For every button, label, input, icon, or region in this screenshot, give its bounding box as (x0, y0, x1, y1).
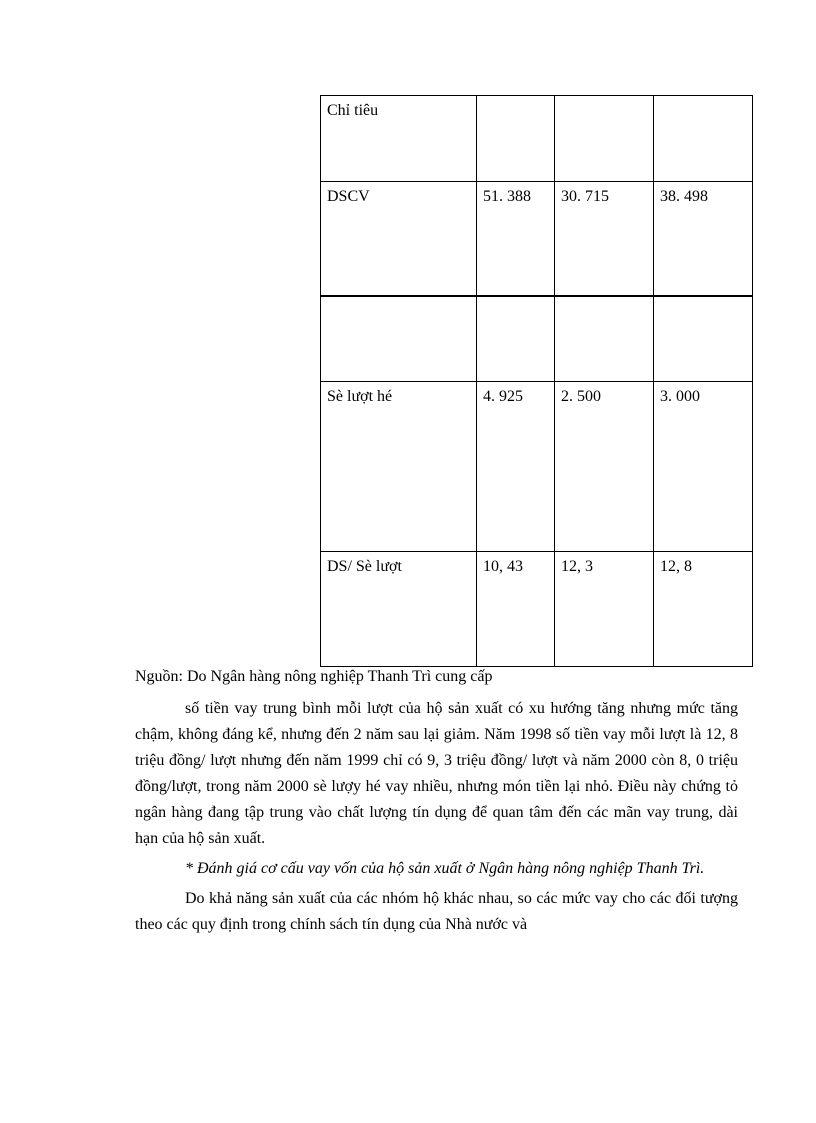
paragraph: số tiền vay trung bình mỗi lượt của hộ sản xuất có xu hướng tăng nhưng mức tăng chậm, không đáng kể, nhưng đến 2 năm sau lại giảm. Năm 1998 số tiền vay mỗi lượt là 12, 8 triệu đồng/ lượt nhưng đến năm 1999 chỉ có 9, 3 triệu đồng/ lượt và năm 2000 còn 8, 0 triệu đồng/lượt, trong năm 2000 sè lượy hé vay nhiều, nhưng món tiền lại nhỏ. Điều này chứng tỏ ngân hàng đang tập trung vào chất lượng tín dụng để quan tâm đến các mãn vay trung, dài hạn của hộ sản xuất. (135, 700, 738, 847)
row-label: DS/ Sè lượt (321, 552, 477, 667)
paragraph: Do khả năng sản xuất của các nhóm hộ khác nhau, so các mức vay cho các đối tượng theo các quy định trong chính sách tín dụng của Nhà nước và (135, 890, 738, 933)
row-label: Sè lượt hé (321, 382, 477, 552)
table-source-note: Nguồn: Do Ngân hàng nông nghiệp Thanh Trì cung cấp (135, 668, 493, 685)
cell-value (555, 296, 654, 382)
table-row (321, 96, 753, 182)
cell-value: 38. 498 (654, 182, 753, 296)
table-row (321, 382, 753, 552)
row-label: DSCV (321, 182, 477, 296)
row-label (321, 296, 477, 382)
cell-value: 2. 500 (555, 382, 654, 552)
table-row (321, 296, 753, 382)
cell-value: 51. 388 (477, 182, 555, 296)
cell-value: 10, 43 (477, 552, 555, 667)
cell-value (477, 96, 555, 182)
table-row (321, 182, 753, 296)
row-label: Chỉ tiêu (321, 96, 477, 182)
loan-statistics-table (320, 95, 753, 667)
cell-value (477, 296, 555, 382)
cell-value: 12, 3 (555, 552, 654, 667)
cell-value (555, 96, 654, 182)
body-text (135, 696, 738, 942)
cell-value: 12, 8 (654, 552, 753, 667)
section-heading: * Đánh giá cơ cấu vay vốn của hộ sản xuất ở Ngân hàng nông nghiệp Thanh Trì. (185, 860, 705, 877)
cell-value (654, 296, 753, 382)
table-row (321, 552, 753, 667)
cell-value: 30. 715 (555, 182, 654, 296)
cell-value: 4. 925 (477, 382, 555, 552)
cell-value (654, 96, 753, 182)
cell-value: 3. 000 (654, 382, 753, 552)
